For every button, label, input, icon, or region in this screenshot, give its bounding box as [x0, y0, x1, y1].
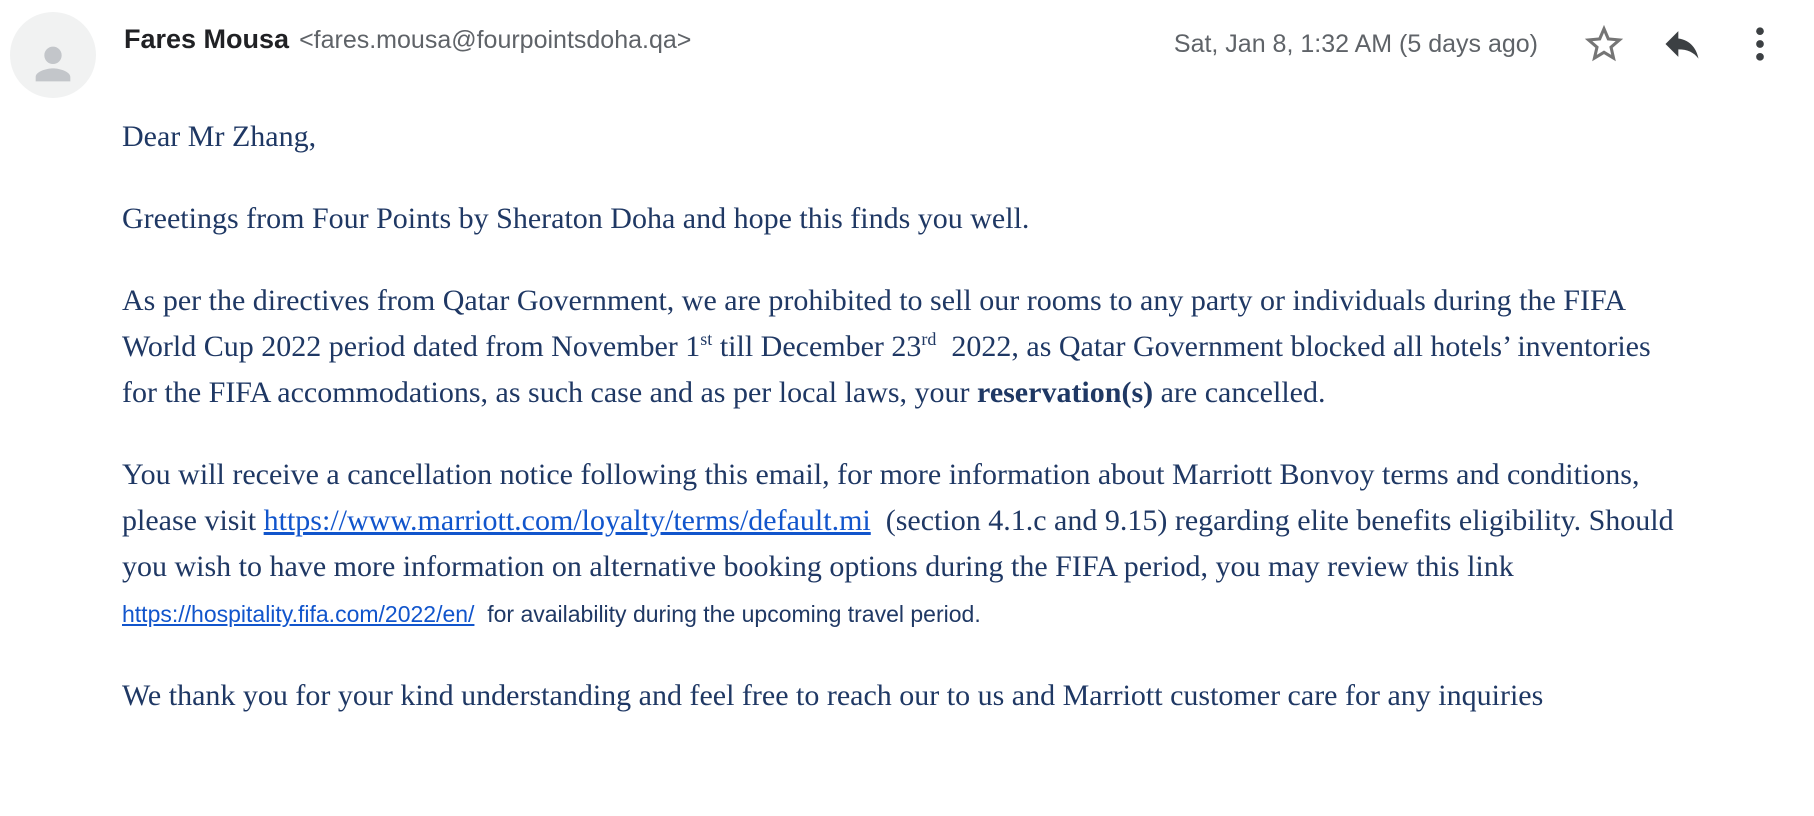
star-button[interactable]	[1580, 20, 1628, 68]
text-run: Greetings from Four Points by Sheraton Doha and hope this finds you well.	[122, 202, 1030, 235]
person-icon	[27, 38, 79, 90]
text-run: for availability during the upcoming travel period.	[474, 601, 981, 627]
text-run: rd	[921, 329, 937, 349]
text-run: please visit	[122, 504, 264, 537]
email-paragraph	[122, 278, 1798, 416]
sender-email: <fares.mousa@fourpointsdoha.qa>	[299, 26, 692, 54]
text-run: Dear Mr Zhang,	[122, 120, 317, 153]
email-paragraph	[122, 452, 1798, 637]
marriott-terms-link[interactable]: https://www.marriott.com/loyalty/terms/default.mi	[263, 504, 871, 537]
email-paragraph	[122, 673, 1798, 719]
text-run: You will receive a cancellation notice following this email, for more information about Marriott Bonvoy terms and conditions,	[122, 458, 1640, 491]
text-run: till December 23	[712, 330, 922, 363]
sender-name: Fares Mousa	[124, 24, 290, 54]
reply-button[interactable]	[1658, 20, 1706, 68]
more-options-button[interactable]	[1736, 20, 1784, 68]
text-run: World Cup 2022 period dated from November 1	[122, 330, 701, 363]
fifa-hospitality-link[interactable]: https://hospitality.fifa.com/2022/en/	[122, 601, 475, 627]
text-run: for the FIFA accommodations, as such case and as per local laws, your	[122, 376, 978, 409]
message-date: Sat, Jan 8, 1:32 AM (5 days ago)	[1173, 29, 1538, 58]
text-run: We thank you for your kind understanding and feel free to reach our to us and Marriott customer care for any inquiries	[122, 679, 1544, 712]
text-run: 2022, as Qatar Government blocked all hotels’ inventories	[936, 330, 1651, 363]
avatar[interactable]	[10, 12, 96, 98]
email-body	[0, 98, 1814, 719]
star-icon	[1581, 21, 1627, 67]
text-run: st	[700, 329, 713, 349]
more-vert-icon	[1738, 22, 1782, 66]
email-paragraph	[122, 196, 1798, 242]
email-header	[0, 0, 1814, 98]
text-run: reservation(s)	[977, 376, 1154, 409]
text-run: As per the directives from Qatar Government, we are prohibited to sell our rooms to any party or individuals during the FIFA	[122, 284, 1627, 317]
text-run: (section 4.1.c and 9.15) regarding elite benefits eligibility. Should	[870, 504, 1674, 537]
header-actions	[1174, 20, 1784, 68]
sender-info	[124, 24, 691, 55]
text-run: you wish to have more information on alternative booking options during the FIFA period, you may review this link	[122, 550, 1514, 583]
email-paragraph	[122, 114, 1798, 160]
reply-icon	[1660, 22, 1704, 66]
text-run: are cancelled.	[1153, 376, 1326, 409]
